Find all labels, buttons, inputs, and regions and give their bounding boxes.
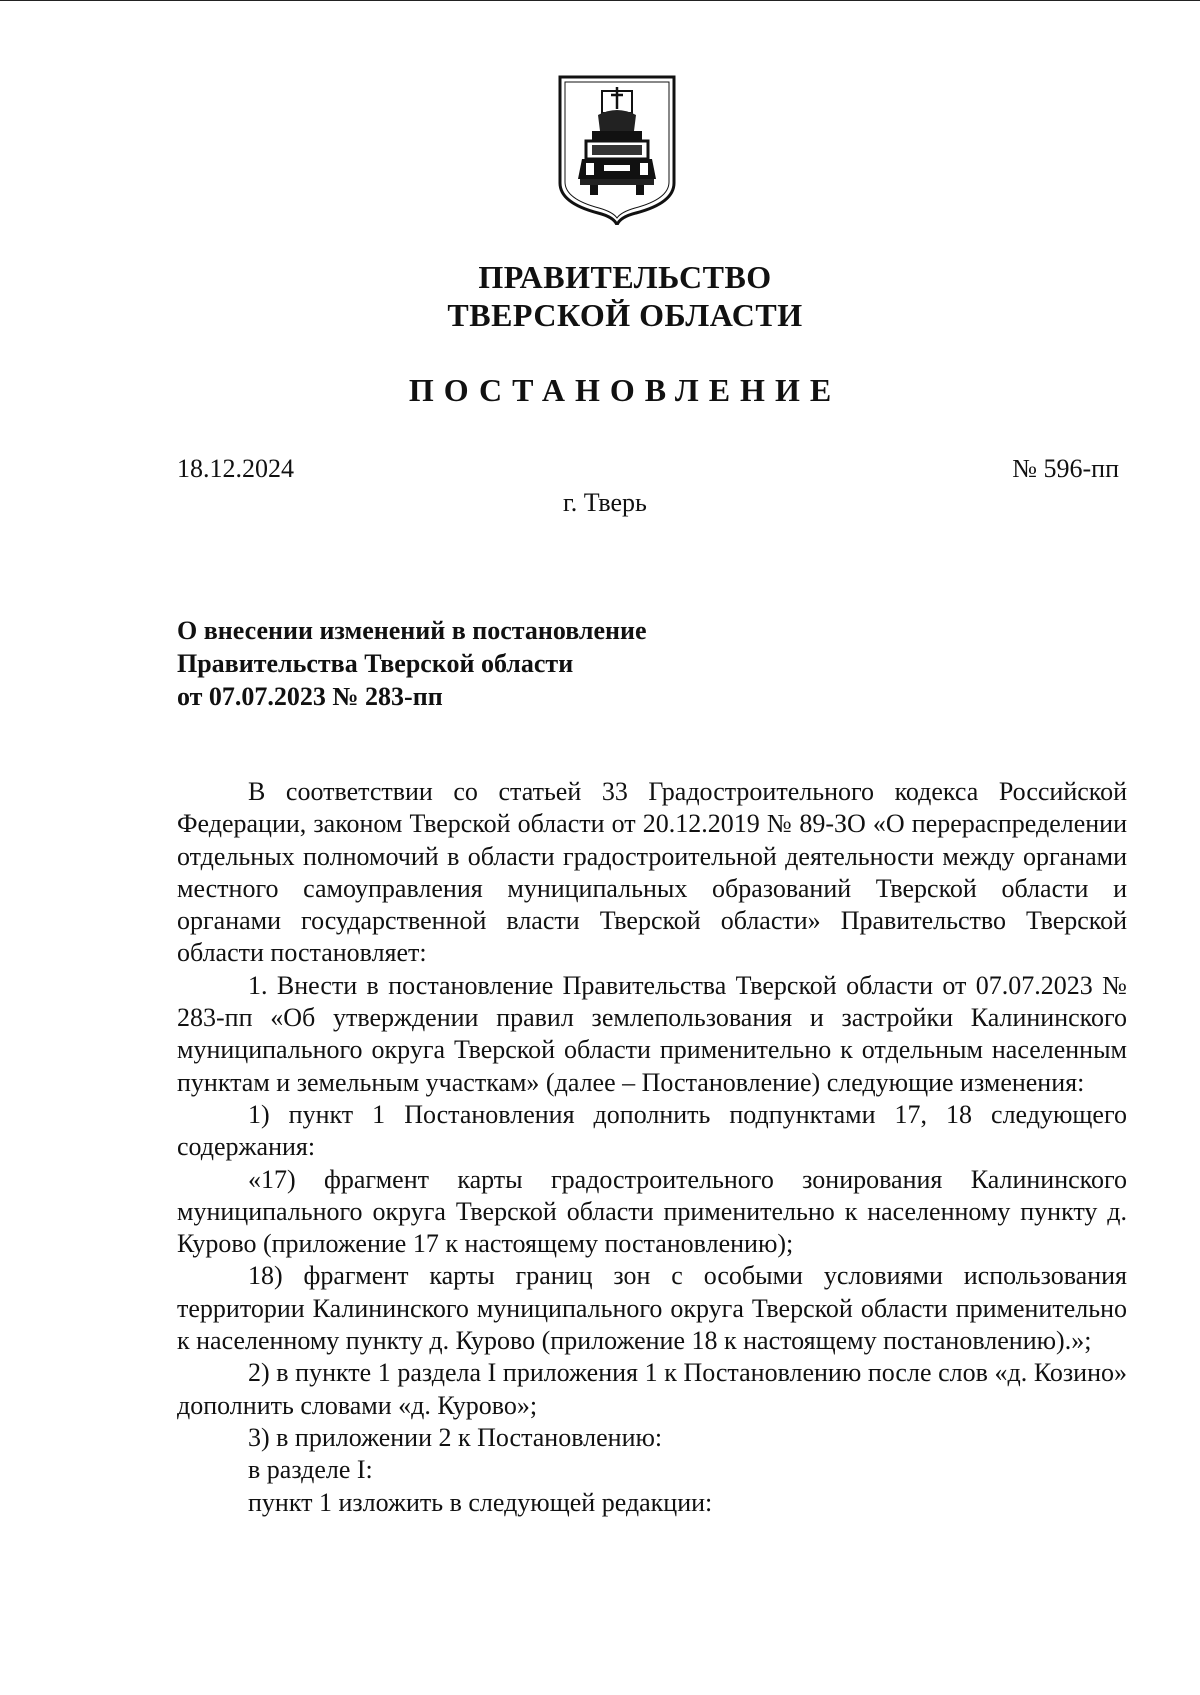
paragraph-subitem-3: 3) в приложении 2 к Постановлению:: [248, 1422, 663, 1452]
subject-line1: О внесении изменений в постановление: [177, 616, 647, 645]
page-top-border: [0, 0, 1200, 1]
document-body: [177, 776, 1127, 1519]
paragraph-item-1: 1. Внести в постановление Правительства Тверской области от 07.07.2023 № 283-пп «Об утверждении правил землепользования и застройки Калининского муниципального округа Тверской области применительно к отдельным населенным пунктам и земельным участкам» (далее – Постановление) следующие изменения:: [177, 970, 1127, 1097]
paragraph-preamble: В соответствии со статьей 33 Градостроительного кодекса Российской Федерации, законом Тверской области от 20.12.2019 № 89-ЗО «О перераспределении отдельных полномочий в области градостроительной деятельности между органами местного самоуправления муниципальных образований Тверской области и органами государственной власти Тверской области» Правительство Тверской области постановляет:: [177, 777, 1127, 968]
paragraph-subitem-1: 1) пункт 1 Постановления дополнить подпунктами 17, 18 следующего содержания:: [177, 1099, 1127, 1162]
document-subject: [177, 614, 647, 713]
paragraph-section-1: в разделе I:: [248, 1455, 373, 1485]
government-title-line1: ПРАВИТЕЛЬСТВО: [478, 259, 772, 295]
paragraph-subitem-18: 18) фрагмент карты границ зон с особыми условиями использования территории Калининского муниципального округа Тверской области применительно к населенному пункту д. Курово (приложение 18 к настоящему постановлению).»;: [177, 1261, 1127, 1356]
document-date: 18.12.2024: [177, 454, 294, 483]
document-type: ПОСТАНОВЛЕНИЕ: [408, 372, 842, 408]
document-city: г. Тверь: [563, 488, 647, 517]
subject-line2: Правительства Тверской области: [177, 649, 574, 678]
document-number: № 596-пп: [1012, 454, 1119, 483]
paragraph-point-1: пункт 1 изложить в следующей редакции:: [248, 1487, 713, 1517]
paragraph-subitem-17: «17) фрагмент карты градостроительного зонирования Калининского муниципального округа Тверской области применительно к населенному пункту д. Курово (приложение 17 к настоящему постановлению);: [177, 1164, 1127, 1259]
government-title-line2: ТВЕРСКОЙ ОБЛАСТИ: [447, 297, 803, 333]
coat-of-arms-icon: [556, 75, 678, 225]
paragraph-subitem-2: 2) в пункте 1 раздела I приложения 1 к Постановлению после слов «д. Козино» дополнить словами «д. Курово»;: [177, 1358, 1127, 1420]
subject-line3: от 07.07.2023 № 283-пп: [177, 682, 443, 711]
government-title: [0, 258, 1200, 334]
